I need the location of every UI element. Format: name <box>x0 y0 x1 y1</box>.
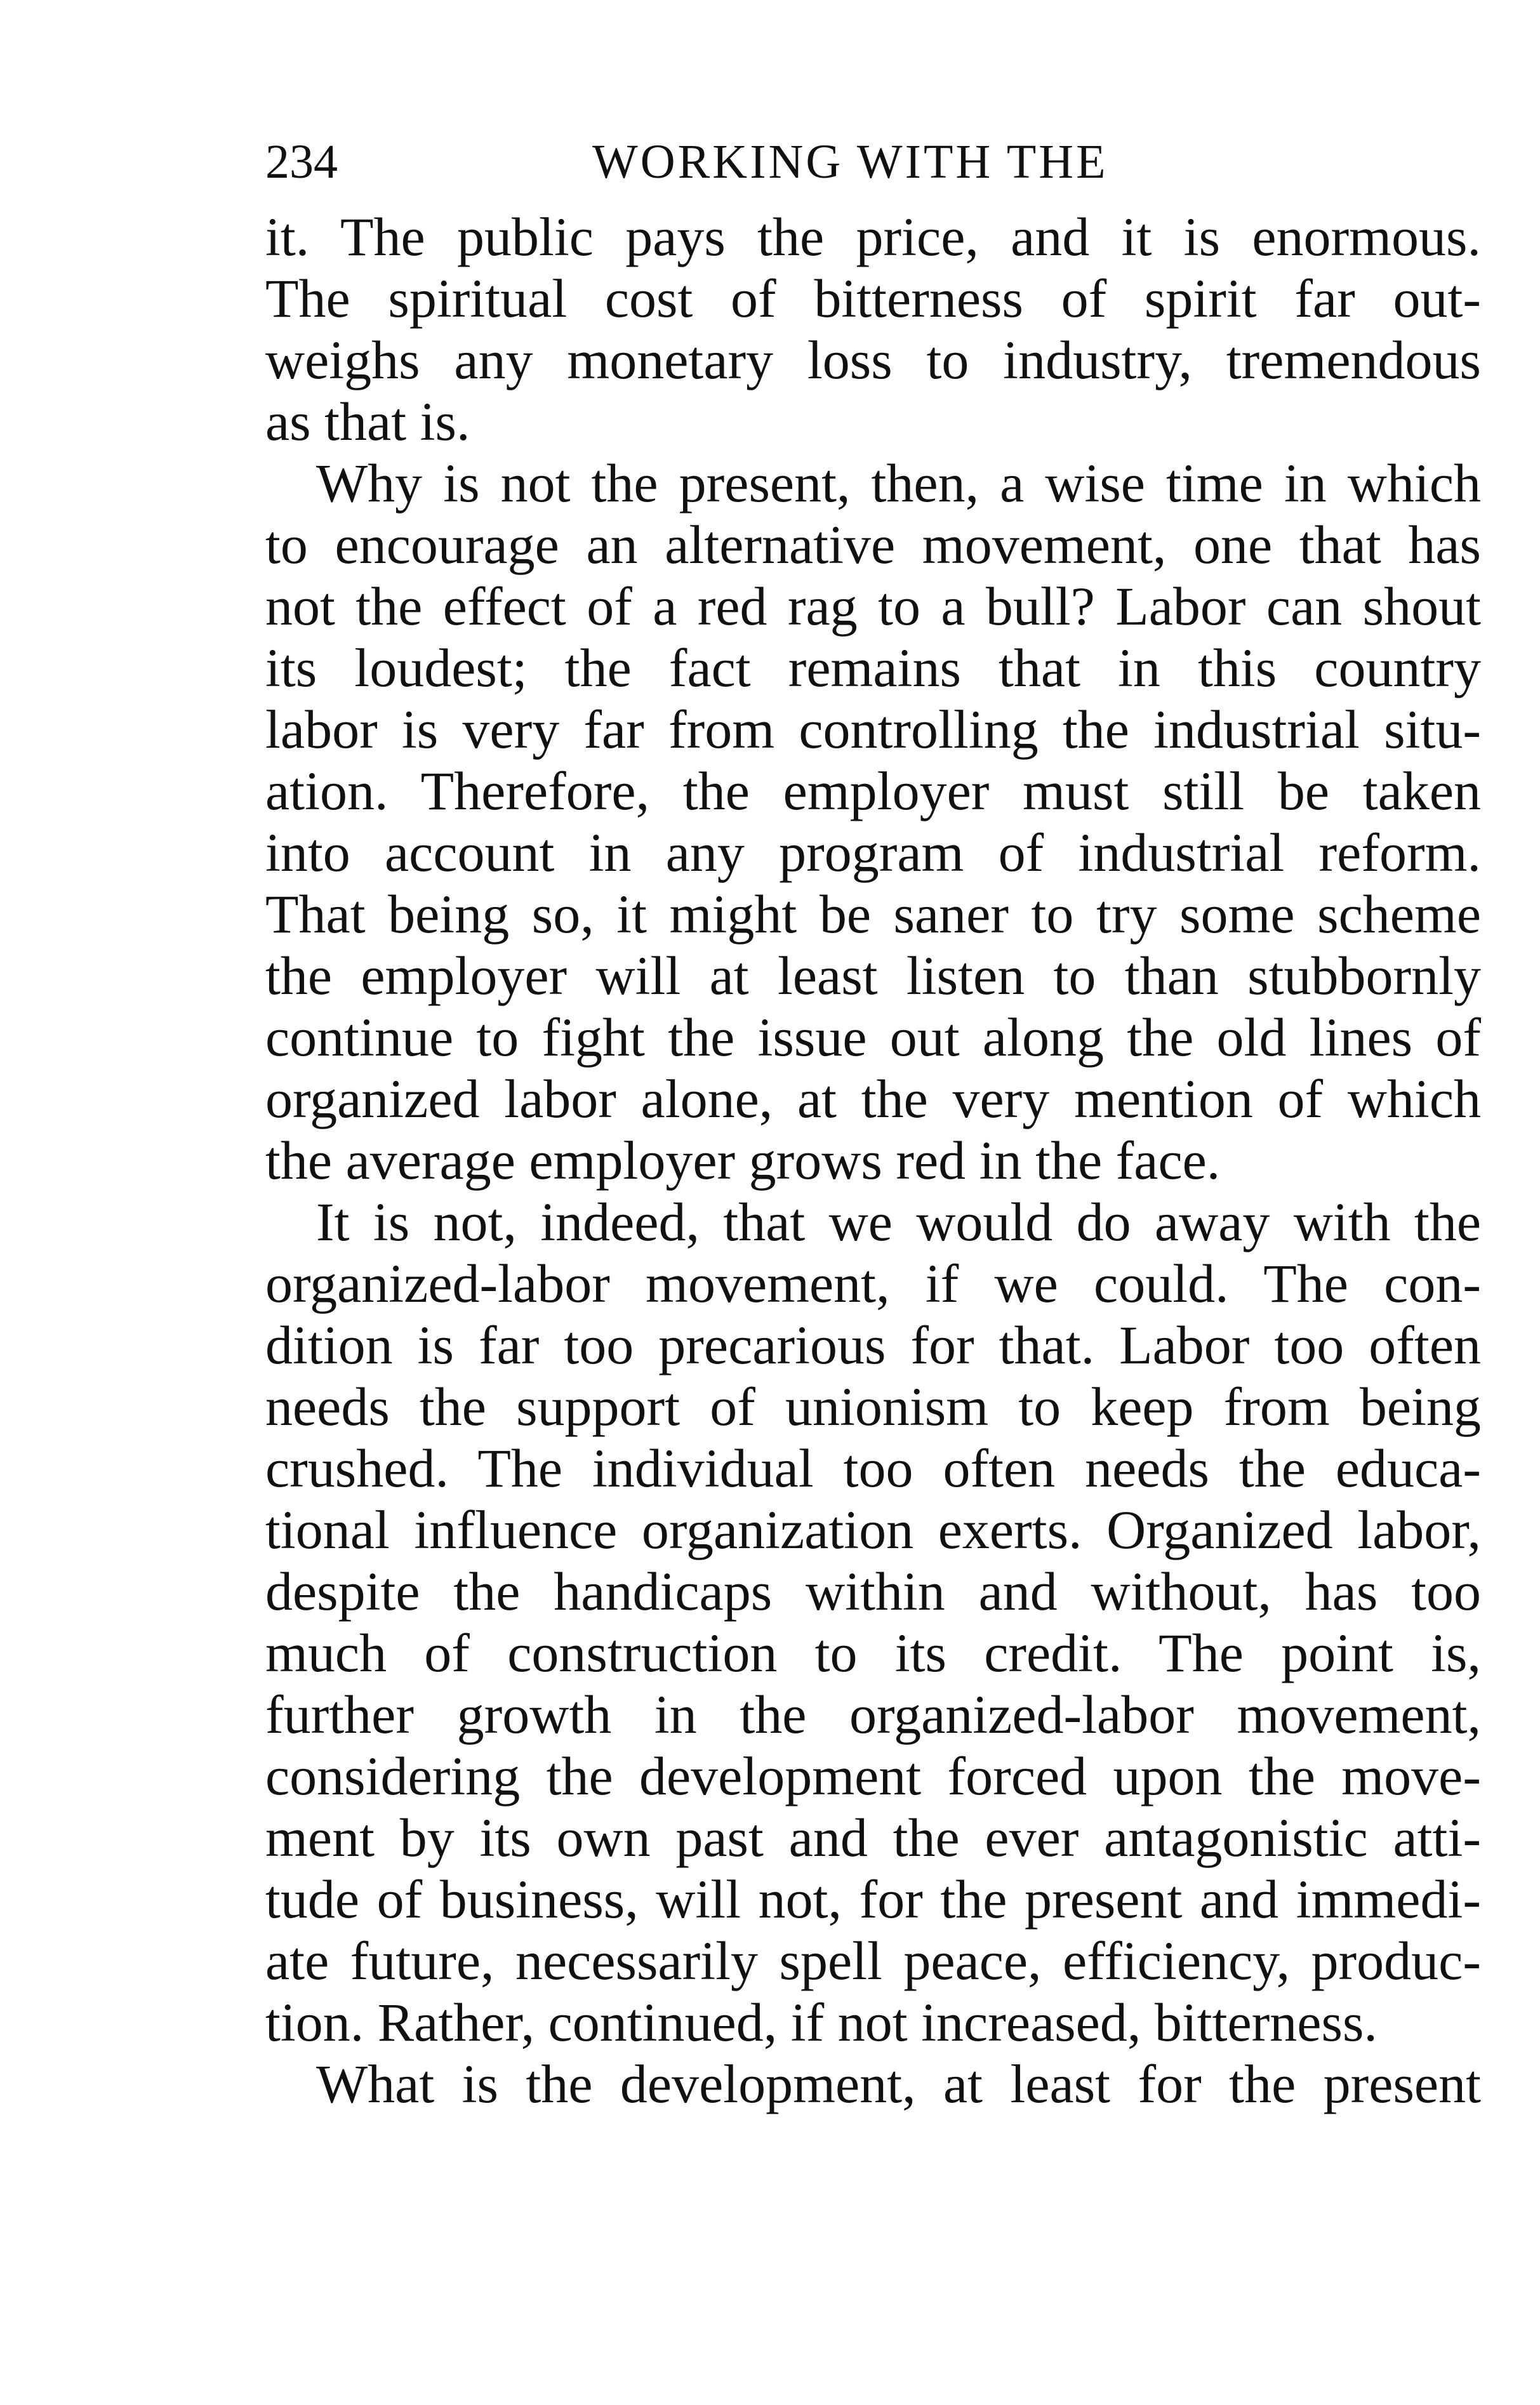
text-line: the employer will at least listen to than stubbornly <box>265 945 1481 1006</box>
text-line: ate future, necessarily spell peace, efficiency, produc- <box>265 1930 1481 1991</box>
text-line: What is the development, at least for the present <box>316 2053 1481 2114</box>
text-line: it. The public pays the price, and it is enormous. <box>265 206 1481 267</box>
text-line: weighs any monetary loss to industry, tremendous <box>265 329 1481 390</box>
text-line: continue to fight the issue out along the old lines of <box>265 1007 1481 1068</box>
text-line: into account in any program of industrial reform. <box>265 822 1481 883</box>
page-number: 234 <box>265 135 338 189</box>
page-header <box>265 127 1484 197</box>
text-line: its loudest; the fact remains that in this country <box>265 637 1481 698</box>
text-line: not the effect of a red rag to a bull? Labor can shout <box>265 576 1481 637</box>
text-line: That being so, it might be saner to try some scheme <box>265 884 1481 944</box>
text-line: tional influence organization exerts. Organized labor, <box>265 1499 1481 1560</box>
text-line: dition is far too precarious for that. Labor too often <box>265 1315 1481 1375</box>
body-text <box>265 206 1481 2115</box>
text-line: organized-labor movement, if we could. The con- <box>265 1253 1481 1314</box>
text-line: tude of business, will not, for the present and immedi- <box>265 1869 1481 1930</box>
text-line: ation. Therefore, the employer must still be taken <box>265 760 1481 821</box>
text-line: The spiritual cost of bitterness of spirit far out- <box>265 268 1481 329</box>
text-line: as that is. <box>265 391 470 452</box>
text-line: needs the support of unionism to keep from being <box>265 1376 1481 1437</box>
text-line: further growth in the organized-labor movement, <box>265 1684 1481 1745</box>
text-line: considering the development forced upon the move- <box>265 1746 1481 1806</box>
text-line: the average employer grows red in the face. <box>265 1130 1221 1191</box>
text-line: despite the handicaps within and without, has too <box>265 1561 1481 1622</box>
text-line: It is not, indeed, that we would do away with the <box>316 1191 1481 1252</box>
text-line: organized labor alone, at the very mention of which <box>265 1068 1481 1129</box>
running-head: WORKING WITH THE <box>592 135 1108 189</box>
text-line: to encourage an alternative movement, one that has <box>265 514 1481 575</box>
text-line: crushed. The individual too often needs the educa- <box>265 1438 1481 1499</box>
text-line: ment by its own past and the ever antagonistic atti- <box>265 1807 1481 1868</box>
text-line: labor is very far from controlling the industrial situ- <box>265 699 1481 760</box>
text-line: tion. Rather, continued, if not increased, bitterness. <box>265 1992 1377 2053</box>
text-line: Why is not the present, then, a wise time in which <box>316 453 1481 513</box>
text-line: much of construction to its credit. The point is, <box>265 1622 1481 1683</box>
